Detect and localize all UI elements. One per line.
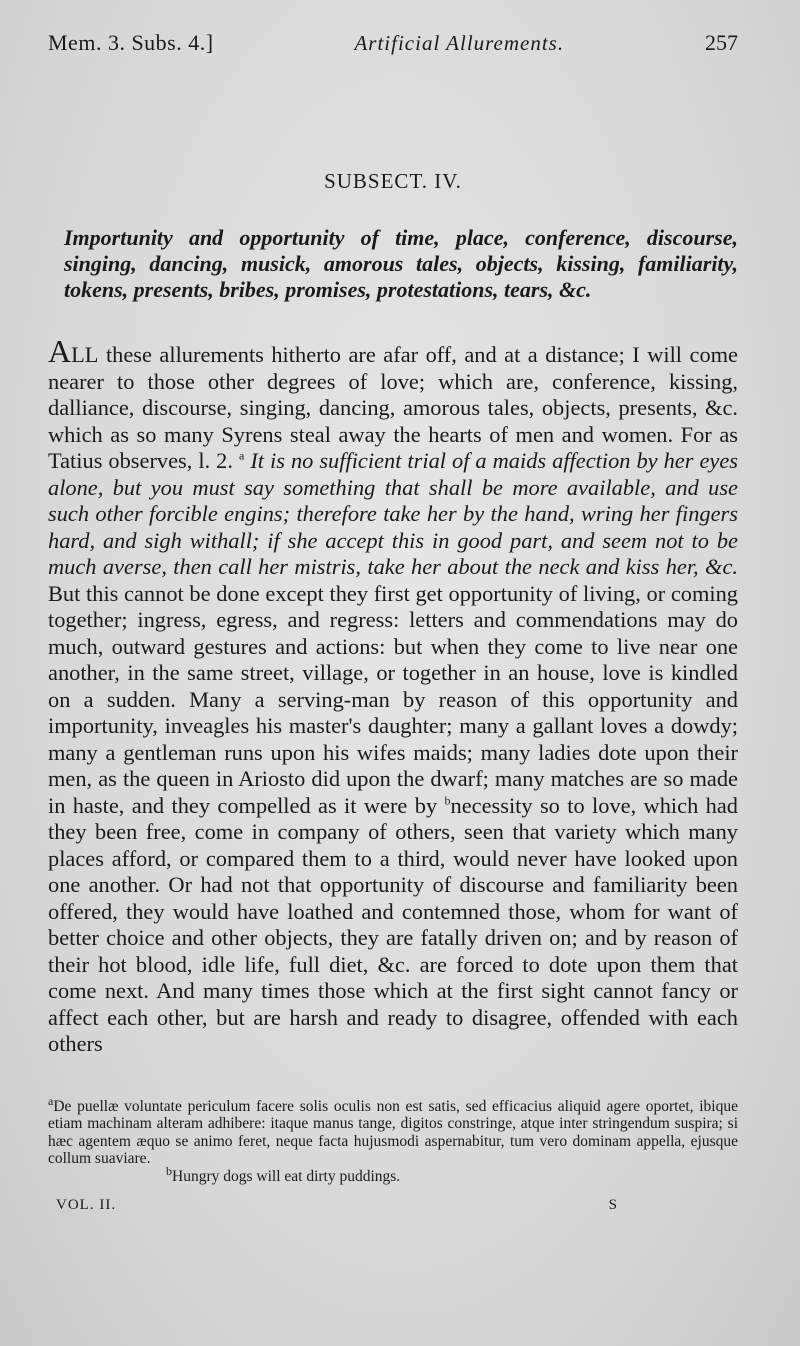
- running-header: [48, 30, 738, 74]
- signature-mark: S: [608, 1197, 618, 1213]
- lead-smallcaps: LL: [71, 342, 99, 367]
- header-section: Mem. 3. Subs. 4.]: [48, 30, 214, 55]
- paragraph-text-3: necessity so to love, which had they been free, come in company of others, seen that variety which many places afford, or compared them to a third, would never have looked upon one another. Or had not that opportunity of discourse and familiarity been offered, they would have loathed and contemned those, whom for want of better choice and other objects, they are fatally driven on; and by reason of their hot blood, idle life, full diet, &c. are forced to dote upon them that come next. And many times those which at the first sight cannot fancy or affect each other, but are harsh and ready to disagree, offended with each others: [48, 792, 738, 1056]
- footnote-b-text: Hungry dogs will eat dirty puddings.: [172, 1167, 401, 1185]
- paragraph-text-1: these allurements hitherto are afar off, and at a distance; I will come nearer to those other degrees of love; which are, conference, kissing, dalliance, discourse, singing, dancing, amorous tales, objects, presents, &c. which as so many Syrens steal away the hearts of men and women. For as Tatius observes, l. 2.: [48, 342, 738, 473]
- footnote-b-mark: b: [166, 1163, 172, 1178]
- drop-cap: A: [48, 333, 72, 369]
- subsection-summary: Importunity and opportunity of time, place, conference, discourse, singing, dancing, musick, amorous tales, objects, kissing, familiarity, tokens, presents, bribes, promises, protestations, tears, &c.: [64, 225, 738, 302]
- footnote-a-mark: a: [48, 1093, 54, 1108]
- signature-line: [48, 1197, 738, 1214]
- subsection-title: SUBSECT. IV.: [324, 169, 462, 193]
- header-running-title: Artificial Allurements.: [354, 31, 565, 55]
- main-paragraph: [48, 333, 738, 1058]
- footnote-a-text: De puellæ voluntate periculum facere solis oculis non est satis, sed efficacius aliquid agere oportet, ibique etiam machinam alteram adhibere: itaque manus tange, digitos constringe, atque inter stringendum suspira; si hæc agentem æquo se animo feret, neque facta hujusmodi aspernabitur, tum vero dominam appella, ejusque collum suaviare.: [48, 1097, 738, 1167]
- footnote-b: [48, 1163, 738, 1186]
- volume-label: VOL. II.: [56, 1197, 117, 1213]
- quoted-passage: It is no sufficient trial of a maids affection by her eyes alone, but you must say something that shall be more available, and use such other forcible engins; therefore take her by the hand, wring her fingers hard, and sigh withall; if she accept this in good part, and seem not to be much averse, then call her mistris, take her about the neck and kiss her, &c.: [48, 448, 738, 579]
- header-page-number: 257: [705, 30, 738, 55]
- footnote-ref-b: b: [444, 793, 451, 808]
- footnote-a: [48, 1093, 738, 1168]
- footnote-ref-a: a: [238, 448, 245, 463]
- paragraph-text-2: But this cannot be done except they first get opportunity of living, or coming together; ingress, egress, and regress: letters and commendations may do much, outward gestures and actions: but when they come to live near one another, in the same street, village, or together in an house, love is kindled on a sudden. Many a serving-man by reason of this opportunity and importunity, inveagles his master's daughter; many a gallant loves a dowdy; many a gentleman runs upon his wifes maids; many ladies dote upon their men, as the queen in Ariosto did upon the dwarf; many matches are so made in haste, and they compelled as it were by: [48, 580, 738, 818]
- footnotes: [48, 1093, 738, 1186]
